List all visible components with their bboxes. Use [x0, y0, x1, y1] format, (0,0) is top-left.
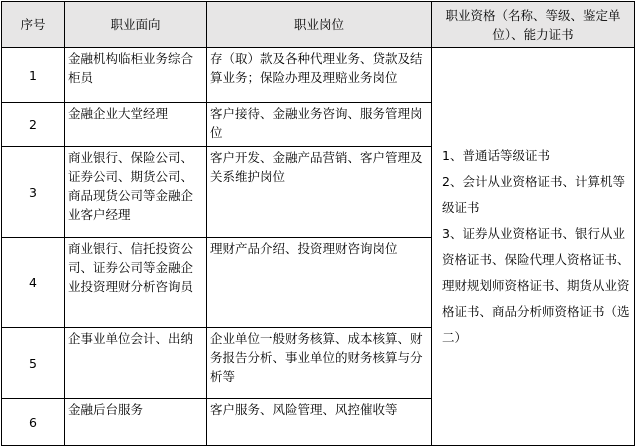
row-position: 客户接待、金融业务咨询、服务管理岗位 — [207, 103, 432, 147]
row-position: 理财产品介绍、投资理财咨询岗位 — [207, 238, 432, 328]
row-direction: 企事业单位会计、出纳 — [65, 328, 207, 399]
header-seq: 序号 — [2, 2, 65, 48]
row-position: 存（取）款及各种代理业务、贷款及结算业务；保险办理及理赔业务岗位 — [207, 48, 432, 103]
row-position: 客户服务、风险管理、风控催收等 — [207, 399, 432, 446]
row-seq: 4 — [2, 238, 65, 328]
row-direction: 金融企业大堂经理 — [65, 103, 207, 147]
occupation-table — [1, 1, 635, 446]
row-direction: 金融机构临柜业务综合柜员 — [65, 48, 207, 103]
row-seq: 5 — [2, 328, 65, 399]
header-position: 职业岗位 — [207, 2, 432, 48]
header-direction: 职业面向 — [65, 2, 207, 48]
qualification-item: 3、证券从业资格证书、银行从业资格证书、保险代理人资格证书、理财规划师资格证书、期货从业资格证书、商品分析师资格证书（选二） — [442, 225, 630, 345]
row-position: 企业单位一般财务核算、成本核算、财务报告分析、事业单位的财务核算与分析等 — [207, 328, 432, 399]
row-direction: 商业银行、保险公司、证券公司、期货公司、商品现货公司等金融企业客户经理 — [65, 147, 207, 238]
header-row — [2, 2, 635, 48]
row-direction: 金融后台服务 — [65, 399, 207, 446]
header-qualification: 职业资格（名称、等级、鉴定单位）、能力证书 — [432, 2, 635, 48]
row-seq: 6 — [2, 399, 65, 446]
row-seq: 3 — [2, 147, 65, 238]
qualification-item: 1、普通话等级证书 — [442, 147, 550, 163]
qualification-item: 2、会计从业资格证书、计算机等级证书 — [442, 173, 625, 215]
row-direction: 商业银行、信托投资公司、证券公司等金融企业投资理财分析咨询员 — [65, 238, 207, 328]
row-seq: 1 — [2, 48, 65, 103]
row-seq: 2 — [2, 103, 65, 147]
qualification-cell — [432, 48, 635, 446]
table-row — [2, 48, 635, 103]
row-position: 客户开发、金融产品营销、客户管理及关系维护岗位 — [207, 147, 432, 238]
